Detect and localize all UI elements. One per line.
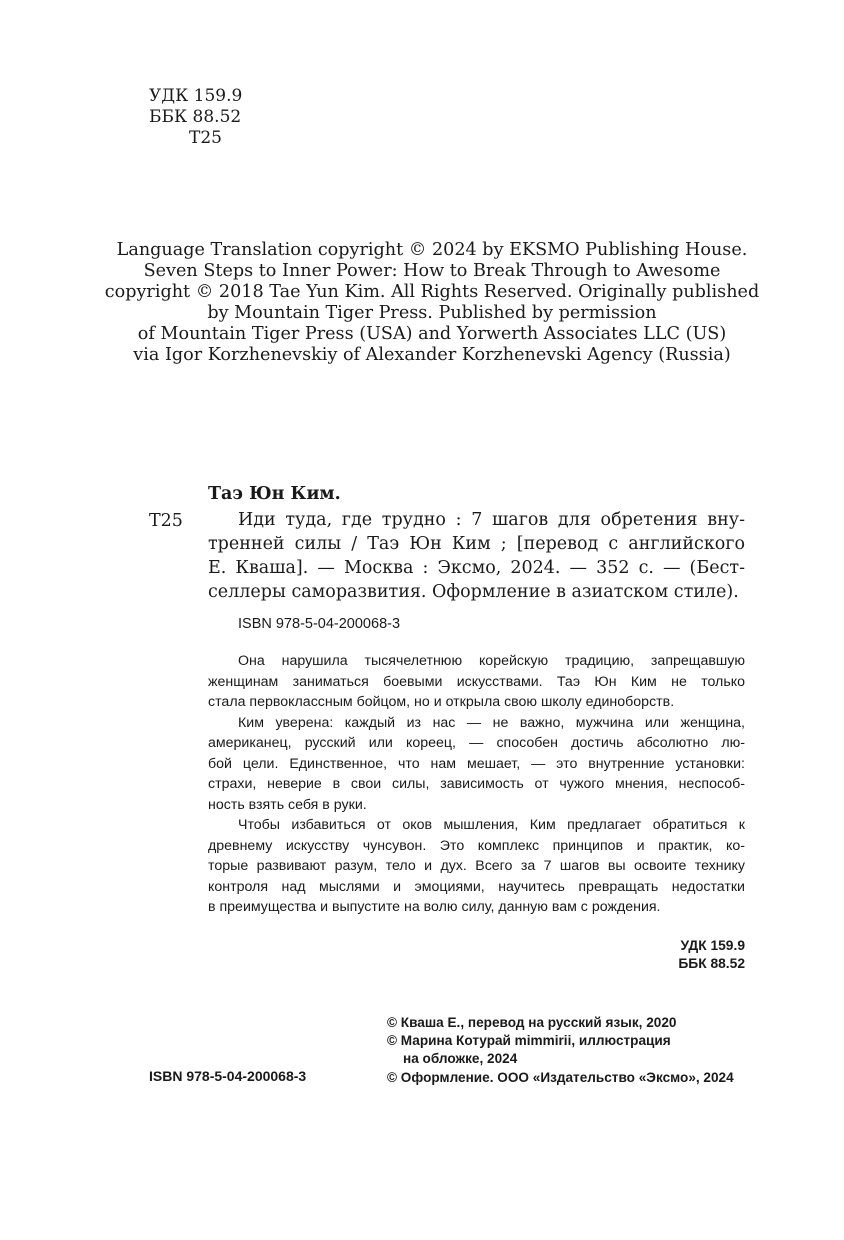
russian-copyrights xyxy=(387,1014,734,1087)
annotation-line: Чтобы избавиться от оков мышления, Ким предлагает обратиться к xyxy=(238,817,745,833)
isbn-footer: ISBN 978-5-04-200068-3 xyxy=(149,1068,307,1084)
copyright-illustration-cont: на обложке, 2024 xyxy=(403,1051,518,1067)
annotation-line: в преимущества и выпустите на волю силу, данную вам с рождения. xyxy=(208,899,661,915)
annotation-line: бой цели. Единственное, что нам мешает, — это внутренние установки: xyxy=(208,755,745,772)
author-mark: Т25 xyxy=(189,128,222,148)
annotation-line: контроля над мыслями и эмоциями, научитесь превращать недостатки xyxy=(208,878,745,895)
english-copyright-notice xyxy=(100,240,764,366)
copyright-illustration: © Марина Котурай mimmirii, иллюстрация xyxy=(387,1033,671,1049)
isbn-inline: ISBN 978-5-04-200068-3 xyxy=(238,616,401,632)
record-line: селлеры саморазвития. Оформление в азиатском стиле). xyxy=(208,582,739,602)
classification-codes-top xyxy=(149,86,242,149)
record-line: Е. Кваша]. — Москва : Эксмо, 2024. — 352 с. — (Бест- xyxy=(208,558,745,578)
classification-codes-bottom xyxy=(600,937,745,973)
annotation-line: торые развивают разум, тело и дух. Всего за 7 шагов вы освоите технику xyxy=(208,858,745,874)
annotation-line: древнему искусству чунсувон. Это комплекс принципов и практик, ко- xyxy=(208,837,745,854)
annotation-line: женщинам заниматься боевыми искусствами. Таэ Юн Ким не только xyxy=(208,673,745,690)
annotation-line: стала первоклассным бойцом, но и открыла свою школу единоборств. xyxy=(208,694,675,710)
copyright-line: Seven Steps to Inner Power: How to Break Through to Awesome xyxy=(143,261,721,281)
udk-code: УДК 159.9 xyxy=(149,86,243,106)
copyright-line: by Mountain Tiger Press. Published by permission xyxy=(207,303,657,323)
copyright-line: copyright © 2018 Tae Yun Kim. All Rights Reserved. Originally published xyxy=(104,282,760,302)
annotation-line: страхи, неверие в свои силы, зависимость от чужого мнения, неспособ- xyxy=(208,776,745,792)
copyright-line: of Mountain Tiger Press (USA) and Yorwerth Associates LLC (US) xyxy=(137,324,727,344)
record-line: Иди туда, где трудно : 7 шагов для обретения вну- xyxy=(238,510,745,530)
annotation-line: Она нарушила тысячелетнюю корейскую традицию, запрещавшую xyxy=(238,653,745,669)
annotation-line: американец, русский или кореец, — способен достичь абсолютно лю- xyxy=(208,735,745,751)
annotation-line: Ким уверена: каждый из нас — не важно, мужчина или женщина, xyxy=(238,714,745,731)
bbk-code: ББК 88.52 xyxy=(678,956,745,971)
call-code: Т25 xyxy=(149,511,183,531)
author-heading: Таэ Юн Ким. xyxy=(208,484,341,504)
copyright-line: Language Translation copyright © 2024 by EKSMO Publishing House. xyxy=(116,240,748,260)
annotation-line: ность взять себя в руки. xyxy=(208,796,367,813)
copyright-line: via Igor Korzhenevskiy of Alexander Korzhenevski Agency (Russia) xyxy=(133,345,731,365)
bbk-code: ББК 88.52 xyxy=(149,107,242,127)
udk-code: УДК 159.9 xyxy=(680,938,745,953)
copyright-design: © Оформление. ООО «Издательство «Эксмо», 2024 xyxy=(387,1069,734,1085)
annotation xyxy=(208,651,745,918)
bibliographic-record xyxy=(208,508,745,604)
copyright-translation: © Кваша Е., перевод на русский язык, 2020 xyxy=(387,1015,677,1030)
record-line: тренней силы / Таэ Юн Ким ; [перевод с английского xyxy=(208,534,745,554)
